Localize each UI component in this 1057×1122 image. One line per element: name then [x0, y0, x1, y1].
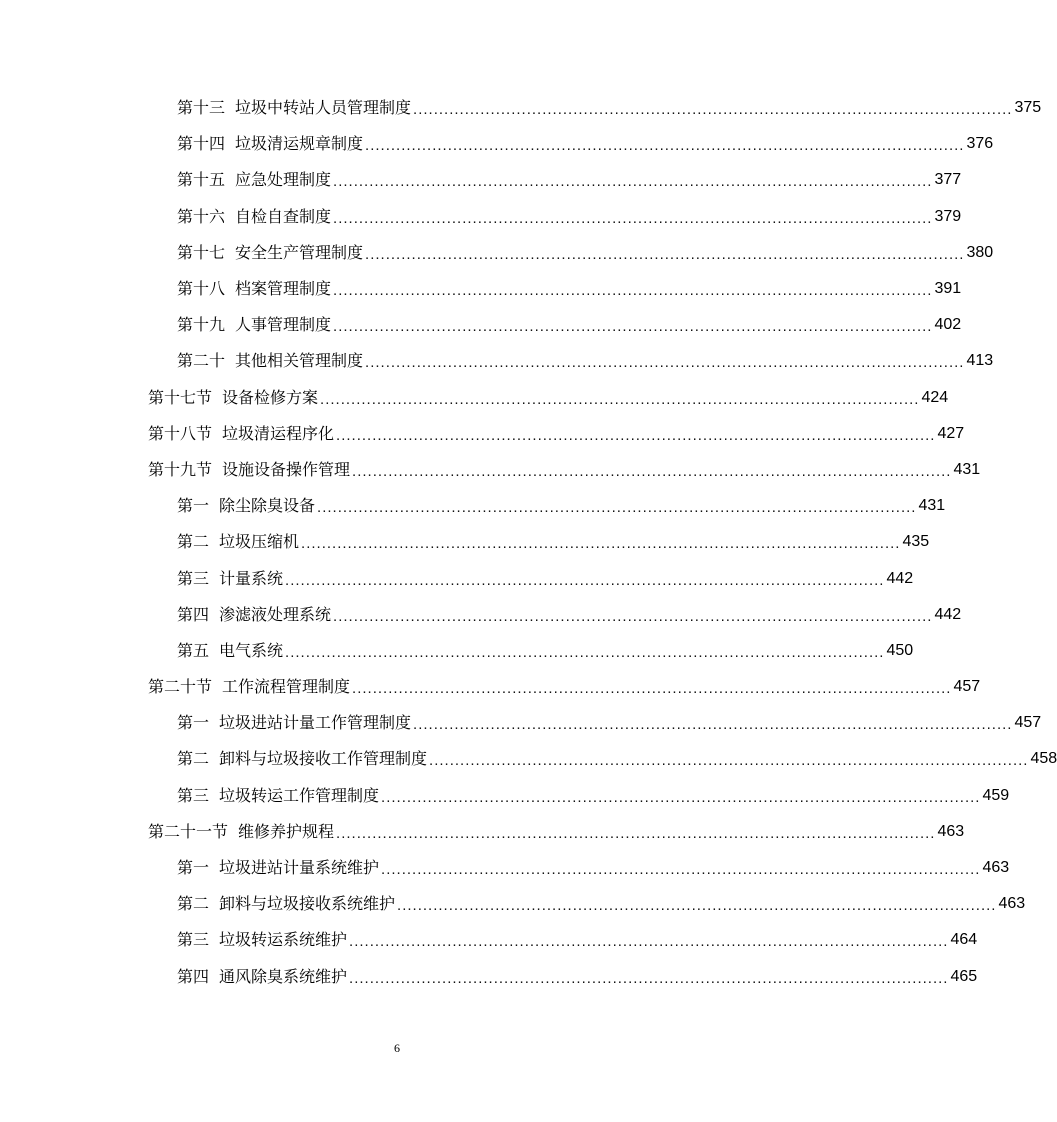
- toc-leader-dots: ....................................................................................................................: [333, 607, 933, 625]
- toc-entry-title: 第一 垃圾进站计量系统维护: [177, 858, 380, 878]
- toc-leader-dots: ....................................................................................................................: [336, 426, 936, 444]
- toc-entry-page: 457: [1014, 714, 1042, 732]
- toc-entry-title: 第十七 安全生产管理制度: [177, 242, 364, 262]
- toc-entry-page: 465: [950, 967, 978, 985]
- toc-entry-title: 第十九 人事管理制度: [177, 315, 332, 335]
- toc-entry-page: 377: [934, 171, 962, 189]
- toc-entry-title: 第十六 自检自查制度: [177, 206, 332, 226]
- toc-leader-dots: ....................................................................................................................: [317, 499, 917, 517]
- toc-entry-page: 379: [934, 207, 962, 225]
- toc-entry-page: 413: [966, 352, 994, 370]
- toc-leader-dots: ....................................................................................................................: [349, 933, 949, 951]
- toc-entry-page: 450: [886, 641, 914, 659]
- toc-entry-page: 376: [966, 135, 994, 153]
- toc-entry-title: 第十四 垃圾清运规章制度: [177, 134, 364, 154]
- toc-entry-page: 427: [937, 424, 965, 442]
- toc-entry[interactable]: [0, 959, 978, 995]
- toc-entry[interactable]: [0, 199, 962, 235]
- toc-leader-dots: ....................................................................................................................: [333, 209, 933, 227]
- toc-entry[interactable]: [0, 705, 1042, 741]
- toc-entry[interactable]: [0, 416, 965, 452]
- table-of-contents: [0, 90, 1057, 995]
- toc-entry[interactable]: [0, 90, 1042, 126]
- toc-entry-title: 第十八 档案管理制度: [177, 279, 332, 299]
- toc-leader-dots: ....................................................................................................................: [365, 354, 965, 372]
- toc-entry[interactable]: [0, 741, 1057, 777]
- toc-entry[interactable]: [0, 126, 994, 162]
- toc-entry-title: 第一 除尘除臭设备: [177, 496, 316, 516]
- toc-entry-page: 458: [1030, 750, 1057, 768]
- toc-entry-page: 375: [1014, 99, 1042, 117]
- toc-entry-title: 第十七节 设备检修方案: [148, 387, 319, 407]
- toc-entry-title: 第五 电气系统: [177, 640, 284, 660]
- toc-entry-page: 459: [982, 786, 1010, 804]
- toc-entry-title: 第十九节 设施设备操作管理: [148, 459, 351, 479]
- toc-entry[interactable]: [0, 597, 962, 633]
- toc-entry-page: 442: [886, 569, 914, 587]
- toc-entry[interactable]: [0, 814, 965, 850]
- toc-entry-title: 第十三 垃圾中转站人员管理制度: [177, 98, 412, 118]
- toc-entry-title: 第四 渗滤液处理系统: [177, 604, 332, 624]
- toc-leader-dots: ....................................................................................................................: [352, 680, 952, 698]
- toc-entry-title: 第二十 其他相关管理制度: [177, 351, 364, 371]
- toc-entry-page: 391: [934, 280, 962, 298]
- page-number: 6: [394, 1041, 400, 1055]
- toc-entry-page: 402: [934, 316, 962, 334]
- toc-leader-dots: ....................................................................................................................: [429, 752, 1029, 770]
- toc-entry[interactable]: [0, 380, 949, 416]
- toc-entry[interactable]: [0, 271, 962, 307]
- toc-entry[interactable]: [0, 488, 946, 524]
- toc-entry-page: 424: [921, 388, 949, 406]
- toc-leader-dots: ....................................................................................................................: [333, 318, 933, 336]
- toc-leader-dots: ....................................................................................................................: [381, 788, 981, 806]
- toc-leader-dots: ....................................................................................................................: [365, 245, 965, 263]
- toc-entry-page: 457: [953, 678, 981, 696]
- toc-entry[interactable]: [0, 922, 978, 958]
- toc-entry-title: 第一 垃圾进站计量工作管理制度: [177, 713, 412, 733]
- toc-entry-page: 463: [982, 859, 1010, 877]
- toc-entry[interactable]: [0, 235, 994, 271]
- toc-leader-dots: ....................................................................................................................: [333, 173, 933, 191]
- toc-entry-title: 第三 垃圾转运工作管理制度: [177, 785, 380, 805]
- toc-entry[interactable]: [0, 524, 930, 560]
- toc-entry-page: 442: [934, 605, 962, 623]
- toc-entry-page: 435: [902, 533, 930, 551]
- toc-entry-title: 第二 卸料与垃圾接收系统维护: [177, 894, 396, 914]
- toc-entry[interactable]: [0, 850, 1010, 886]
- toc-entry-title: 第二 垃圾压缩机: [177, 532, 300, 552]
- toc-entry[interactable]: [0, 560, 914, 596]
- toc-entry-title: 第二十一节 维修养护规程: [148, 821, 335, 841]
- toc-leader-dots: ....................................................................................................................: [336, 824, 936, 842]
- toc-leader-dots: ....................................................................................................................: [365, 137, 965, 155]
- toc-entry[interactable]: [0, 162, 962, 198]
- toc-entry-page: 463: [998, 895, 1026, 913]
- toc-leader-dots: ....................................................................................................................: [352, 462, 952, 480]
- toc-entry[interactable]: [0, 633, 914, 669]
- toc-entry-title: 第二十节 工作流程管理制度: [148, 677, 351, 697]
- toc-entry-page: 464: [950, 931, 978, 949]
- toc-entry[interactable]: [0, 886, 1026, 922]
- toc-leader-dots: ....................................................................................................................: [381, 861, 981, 879]
- toc-leader-dots: ....................................................................................................................: [397, 897, 997, 915]
- toc-entry-title: 第二 卸料与垃圾接收工作管理制度: [177, 749, 428, 769]
- toc-leader-dots: ....................................................................................................................: [320, 390, 920, 408]
- toc-leader-dots: ....................................................................................................................: [285, 571, 885, 589]
- toc-leader-dots: ....................................................................................................................: [333, 282, 933, 300]
- toc-leader-dots: ....................................................................................................................: [301, 535, 901, 553]
- toc-entry-page: 380: [966, 243, 994, 261]
- toc-leader-dots: ....................................................................................................................: [349, 969, 949, 987]
- toc-entry-page: 431: [953, 460, 981, 478]
- toc-leader-dots: ....................................................................................................................: [413, 716, 1013, 734]
- toc-entry-title: 第四 通风除臭系统维护: [177, 966, 348, 986]
- toc-entry-page: 431: [918, 497, 946, 515]
- toc-entry-page: 463: [937, 822, 965, 840]
- toc-entry-title: 第三 计量系统: [177, 568, 284, 588]
- toc-entry[interactable]: [0, 343, 994, 379]
- toc-entry[interactable]: [0, 778, 1010, 814]
- toc-entry-title: 第十五 应急处理制度: [177, 170, 332, 190]
- toc-leader-dots: ....................................................................................................................: [413, 101, 1013, 119]
- toc-entry-title: 第三 垃圾转运系统维护: [177, 930, 348, 950]
- toc-entry[interactable]: [0, 307, 962, 343]
- toc-entry-title: 第十八节 垃圾清运程序化: [148, 423, 335, 443]
- toc-entry[interactable]: [0, 669, 981, 705]
- toc-entry[interactable]: [0, 452, 981, 488]
- toc-leader-dots: ....................................................................................................................: [285, 643, 885, 661]
